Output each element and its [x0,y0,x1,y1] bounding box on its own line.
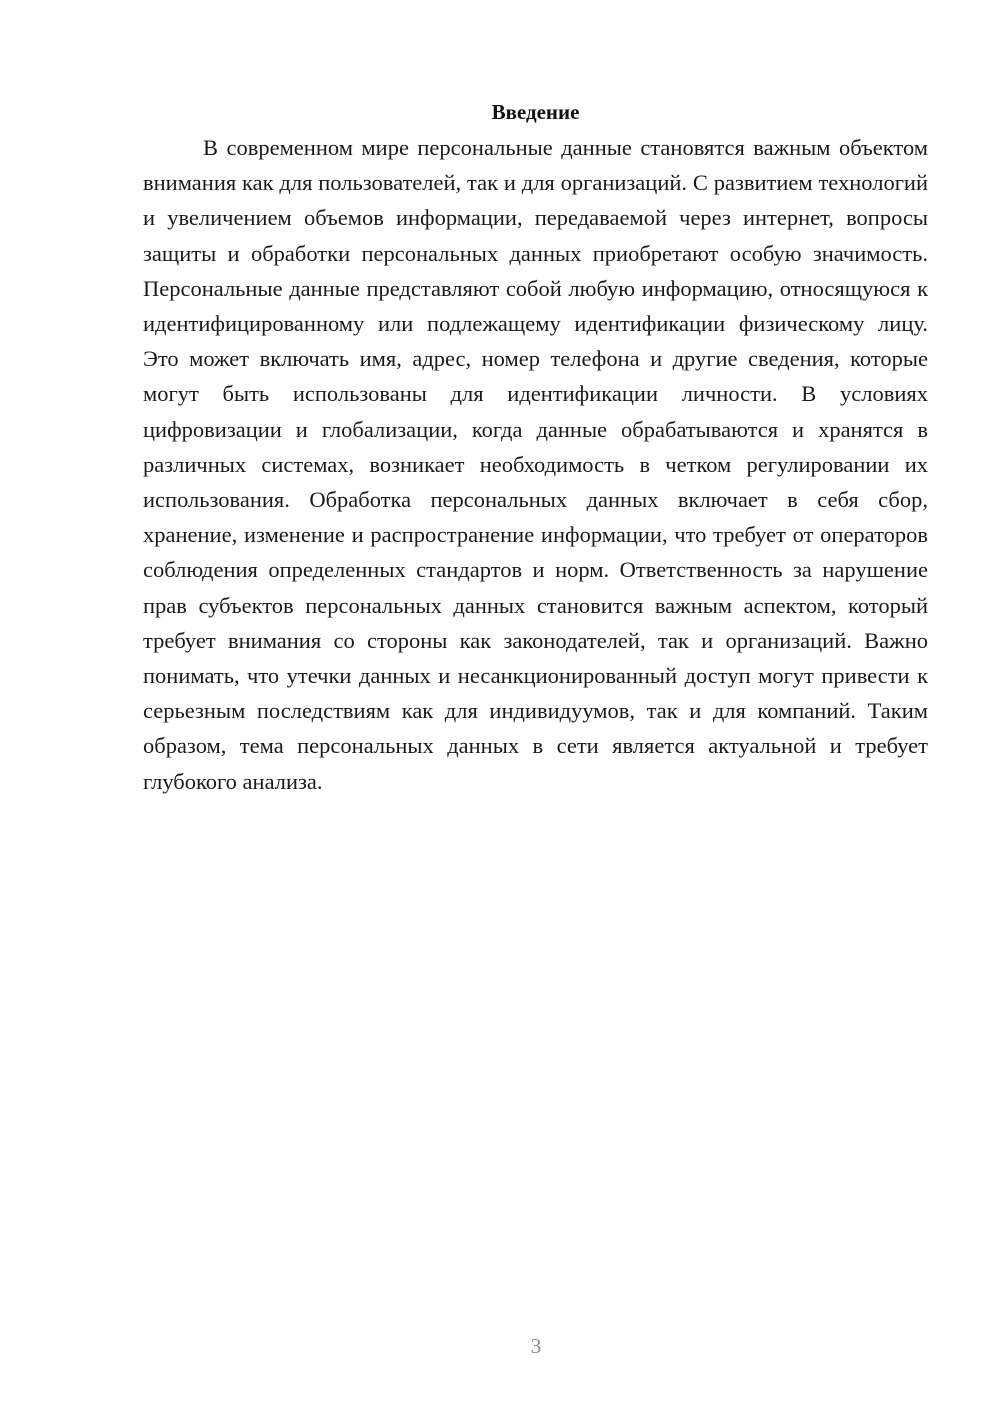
section-title: Введение [491,100,580,124]
body-paragraph: В современном мире персональные данные становятся важным объектом внимания как для пользователей, так и для организаций. С развитием технологий и увеличением объемов информации, передаваемой через интернет, вопросы защиты и обработки персональных данных приобретают особую значимость. Персональные данные представляют собой любую информацию, относящуюся к идентифицированному или подлежащему идентификации физическому лицу. Это может включать имя, адрес, номер телефона и другие сведения, которые могут быть использованы для идентификации личности. В условиях цифровизации и глобализации, когда данные обрабатываются и хранятся в различных системах, возникает необходимость в четком регулировании их использования. Обработка персональных данных включает в себя сбор, хранение, изменение и распространение информации, что требует от операторов соблюдения определенных стандартов и норм. Ответственность за нарушение прав субъектов персональных данных становится важным аспектом, который требует внимания со стороны как законодателей, так и организаций. Важно понимать, что утечки данных и несанкционированный доступ могут привести к серьезным последствиям как для индивидуумов, так и для компаний. Таким образом, тема персональных данных в сети является актуальной и требует глубокого анализа. [143,135,928,794]
page-content [143,96,928,799]
page-number: 3 [530,1334,542,1358]
